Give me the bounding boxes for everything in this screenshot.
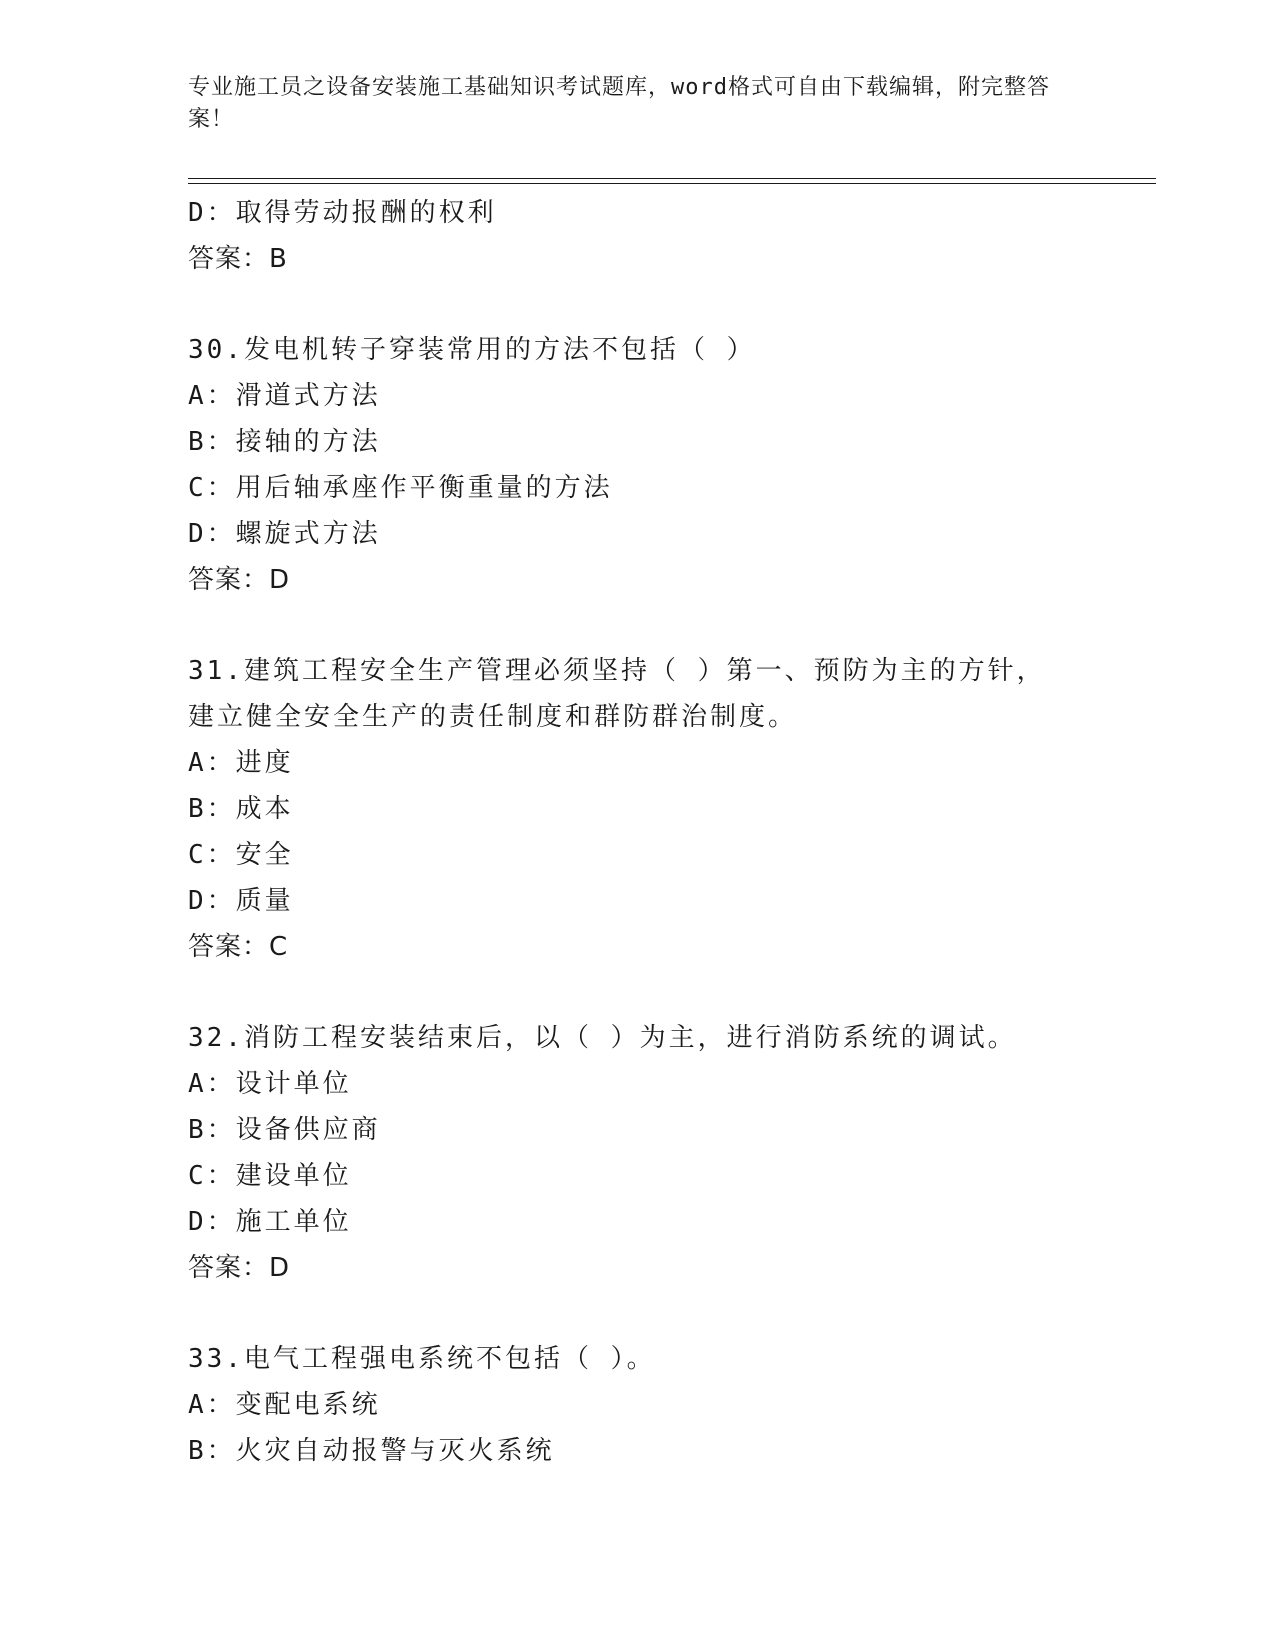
question-text: 32.消防工程安装结束后，以（ ）为主，进行消防系统的调试。 (188, 1023, 1017, 1053)
question-30 (188, 327, 1088, 603)
question-text: 33.电气工程强电系统不包括（ ）。 (188, 1344, 656, 1374)
option-a: A：滑道式方法 (188, 381, 381, 411)
option-b: B：成本 (188, 794, 294, 824)
answer: 答案：D (188, 1253, 291, 1283)
option-d: D：螺旋式方法 (188, 519, 381, 549)
option-a: A：进度 (188, 748, 294, 778)
answer: 答案：D (188, 565, 291, 595)
option-a: A：变配电系统 (188, 1390, 381, 1420)
spacer (188, 1291, 1088, 1336)
option-c: C：建设单位 (188, 1161, 352, 1191)
header-rule-top (188, 178, 1156, 179)
option-d: D：施工单位 (188, 1207, 352, 1237)
question-text: 30.发电机转子穿装常用的方法不包括（ ） (188, 335, 756, 365)
header-rule-bottom (188, 183, 1156, 184)
question-text: 31.建筑工程安全生产管理必须坚持（ ）第一、预防为主的方针，建立健全安全生产的责任制度和群防群治制度。 (188, 656, 1046, 732)
option-b: B：火灾自动报警与灭火系统 (188, 1436, 555, 1466)
option-b: B：设备供应商 (188, 1115, 381, 1145)
answer: 答案：C (188, 932, 289, 962)
question-33 (188, 1336, 1088, 1474)
option-b: B：接轴的方法 (188, 427, 381, 457)
option-c: C：用后轴承座作平衡重量的方法 (188, 473, 613, 503)
question-32 (188, 1015, 1088, 1291)
option-c: C：安全 (188, 840, 294, 870)
option-a: A：设计单位 (188, 1069, 352, 1099)
spacer (188, 282, 1088, 327)
option-d: D：质量 (188, 886, 294, 916)
question-31 (188, 648, 1088, 970)
carryover-option-d: D：取得劳动报酬的权利 (188, 198, 497, 228)
spacer (188, 970, 1088, 1015)
document-header: 专业施工员之设备安装施工基础知识考试题库，word格式可自由下载编辑，附完整答案！ (188, 75, 1050, 132)
spacer (188, 603, 1088, 648)
question-list (188, 190, 1088, 1474)
carryover-answer: 答案：B (188, 244, 288, 274)
